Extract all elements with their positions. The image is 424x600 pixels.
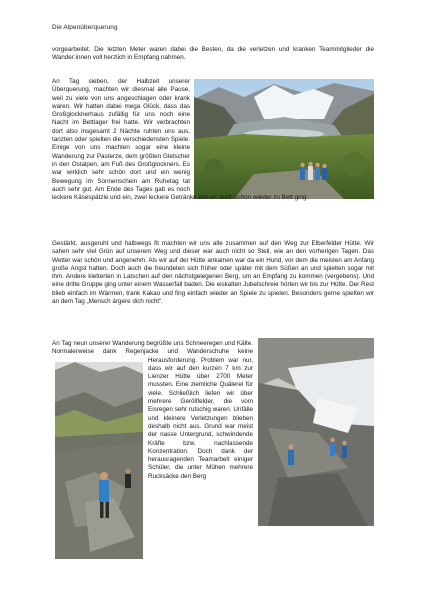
paragraph-2: An Tag sieben, der Halbzeit unserer Überquerung, machten wir diesmal alle Pause, weil zu viele von uns angeschlagen oder krank waren. Wir hatten dabei mega Glück, dass das Großglocknerhaus zufällig für uns noch eine Nacht im Bettlager frei hatte. Wir verbrachten dort also insgesamt 2 Nächte ruhten uns aus, tanzten oder spielten die verschiedensten Spiele. Einige von uns machten sogar eine kleine Wanderung zur Pasterze, dem größten Gletscher in den Ostalpen, am Fuß des Großglockners. Es war wirklich sehr schön dort und ein wenig Bewegung im Sonnenschein am Ruhetag tat auch sehr gut. Am Ende des Tages gab es noch leckere Käsespätzle und ein, zwei leckere Getränke ehe es auch schon wieder zu Bett ging.	[52, 78, 374, 202]
float-spacer-photo-2	[52, 357, 148, 555]
paragraph-1: vorgearbeitet. Die letzten Meter waren dabei die Besten, da die verletzen und kranken Teammitglieder die Wander:innen voll herzlich in Empfang nahmen.	[52, 46, 374, 62]
float-spacer-photo-1	[190, 78, 374, 192]
paragraph-4: An Tag neun unserer Wanderung begrüßte uns Schneeregen und Kälte. Normalerweise dank Regenjacke und Wanderschuhe keine Herausforderung. Problem war nur, dass wir auf den kurzen 7 km zur Lienzer Hütte über 2700 Meter mussten. Eine ziemliche Quälerei für viele. Schließlich liefen wir über mehrere Geröllfelder, die vom Eisregen sehr rutschig waren. Unfälle und kleinere Verletzungen blieben deshalb nicht aus. Grund war meist der nasse Untergrund, schwindende Kräfte bzw. nachlassende Konzentration. Doch dank der herausragenden Teamarbeit einiger Schüler, die unter Mühen mehrere Rucksäcke den Berg	[52, 340, 374, 590]
float-spacer-photo-3	[253, 340, 374, 532]
paragraph-3: Gestärkt, ausgeruht und halbwegs fit machten wir uns alle zusammen auf den Weg zur Elberfelder Hütte. Wir sahen sehr viel Grün auf unserem Weg und dieser war auch nicht so Steil, wie an den vorherigen Tagen. Das Wetter war schön und angenehm. Als wir auf der Hütte ankamen war da ein Hund, vor dem die meisten am Anfang große Angst hatten. Doch auch die freundeten sich früher oder später mit dem Süßen an und spielten sogar mit ihm. Andere kletterten in Latschen auf den nächstgelegenen Berg, um an Empfang zu kommen (vergebens). Und eine dritte Gruppe ging unter einem Wasserfall baden. Die eiskalten Jubelschreie hörten wir bis zur Hütte. Der Rest blieb einfach im Wärmen, trank Kakao und fing einfach wieder an Spiele zu spielen. Besonders gerne spielten wir an dem Tag „Mensch ärgere dich nicht“.	[52, 240, 374, 306]
running-header: Die Alpenüberquerung	[52, 24, 118, 31]
